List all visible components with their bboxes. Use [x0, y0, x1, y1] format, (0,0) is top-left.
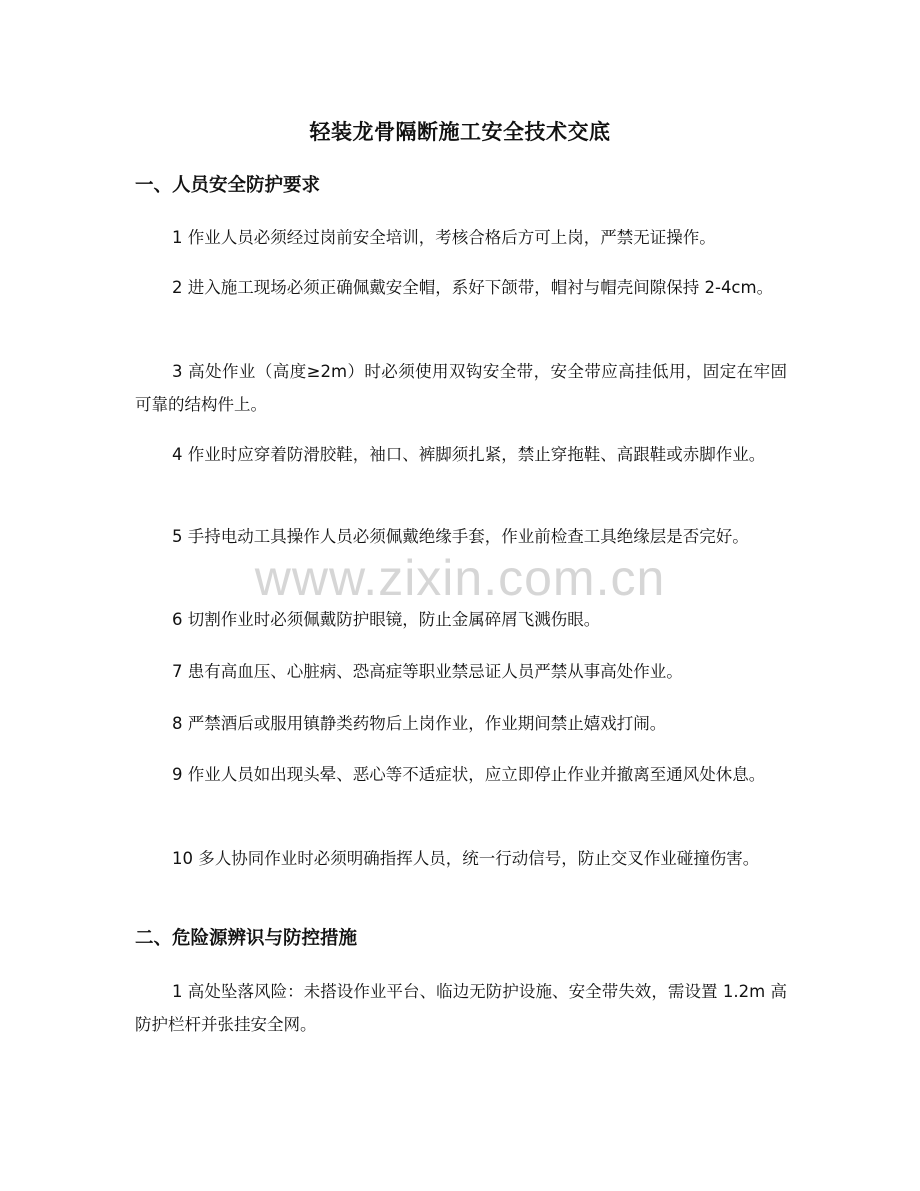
section-heading-hazard-control: 二、危险源辨识与防控措施: [135, 928, 358, 949]
paragraph-item: 3 高处作业（高度≥2m）时必须使用双钩安全带，安全带应高挂低用，固定在牢固可靠的结构件上。: [135, 362, 787, 414]
paragraph-item: 4 作业时应穿着防滑胶鞋，袖口、裤脚须扎紧，禁止穿拖鞋、高跟鞋或赤脚作业。: [172, 445, 766, 464]
paragraph-item: 7 患有高血压、心脏病、恐高症等职业禁忌证人员严禁从事高处作业。: [172, 662, 683, 681]
section-heading-personnel-safety: 一、人员安全防护要求: [135, 175, 321, 196]
paragraph-item: 10 多人协同作业时必须明确指挥人员，统一行动信号，防止交叉作业碰撞伤害。: [172, 849, 760, 868]
paragraph-item: 5 手持电动工具操作人员必须佩戴绝缘手套，作业前检查工具绝缘层是否完好。: [172, 527, 749, 546]
paragraph-item: 2 进入施工现场必须正确佩戴安全帽，系好下颌带，帽衬与帽壳间隙保持 2-4cm。: [172, 278, 774, 297]
paragraph-item: 8 严禁酒后或服用镇静类药物后上岗作业，作业期间禁止嬉戏打闹。: [172, 714, 667, 733]
paragraph-item: 6 切割作业时必须佩戴防护眼镜，防止金属碎屑飞溅伤眼。: [172, 610, 601, 629]
watermark: www.zixin.com.cn: [254, 550, 666, 606]
paragraph-item: 1 高处坠落风险：未搭设作业平台、临边无防护设施、安全带失效，需设置 1.2m 高防护栏杆并张挂安全网。: [135, 982, 787, 1034]
document-title: 轻装龙骨隔断施工安全技术交底: [309, 120, 611, 144]
paragraph-item: 9 作业人员如出现头晕、恶心等不适症状，应立即停止作业并撤离至通风处休息。: [172, 765, 766, 784]
paragraph-item: 1 作业人员必须经过岗前安全培训，考核合格后方可上岗，严禁无证操作。: [172, 228, 716, 247]
